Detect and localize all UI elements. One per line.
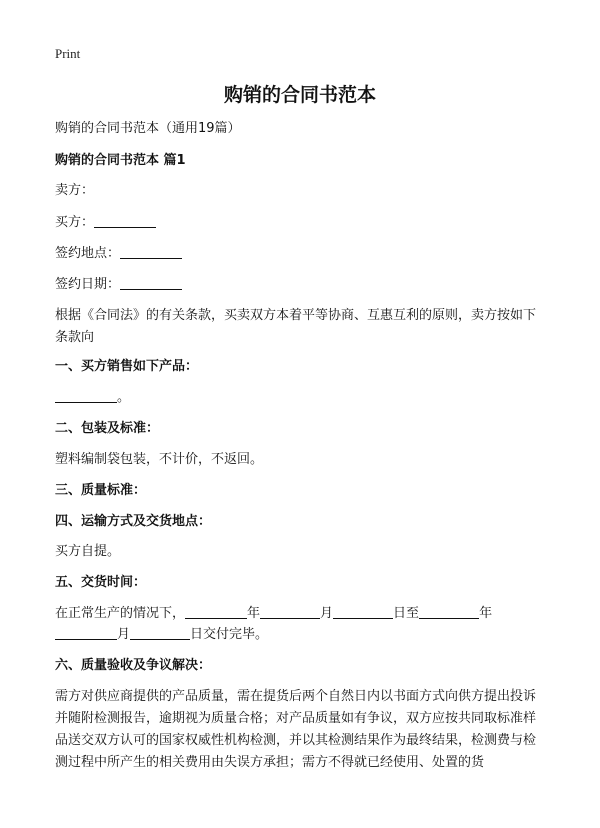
start-year-label: 年 [247, 606, 261, 621]
place-label: 签约地点： [55, 246, 121, 261]
section-2-heading: 二、包装及标准： [55, 421, 160, 436]
end-year-label: 年 [479, 606, 493, 621]
subtitle: 购销的合同书范本（通用19篇） [55, 121, 241, 136]
buyer-label: 买方： [55, 215, 95, 230]
section-6-text: 需方对供应商提供的产品质量，需在提货后两个自然日内以书面方式向供方提出投诉并随附检测报告，逾期视为质量合格；对产品质量如有争议，双方应按共同取标准样品送交双方认可的国家权威性机构检测，并以其检测结果作为最终结果，检测费与检测过程中所产生的相关费用由失误方承担；需方不得就已经使用、处置的货 [55, 689, 537, 770]
section-4-text: 买方自提。 [55, 544, 121, 559]
section-1-heading: 一、买方销售如下产品： [55, 359, 199, 374]
delivery-prefix: 在正常生产的情况下， [55, 606, 186, 621]
seller-label: 卖方： [55, 183, 95, 198]
print-link[interactable]: Print [55, 46, 81, 61]
section-5-heading: 五、交货时间： [55, 575, 147, 590]
end-label: 日交付完毕。 [190, 627, 269, 642]
delivery-time-line-2 [55, 624, 268, 646]
start-month-label: 月 [320, 606, 334, 621]
start-month-blank [260, 604, 320, 619]
section-3-heading: 三、质量标准： [55, 483, 147, 498]
buyer-blank [94, 213, 156, 228]
place-field [55, 243, 182, 265]
start-day-blank [333, 604, 393, 619]
delivery-time-line-1 [55, 603, 492, 625]
seller-field [55, 180, 94, 202]
section-heading: 购销的合同书范本 篇1 [55, 153, 186, 168]
date-label: 签约日期： [55, 277, 121, 292]
date-field [55, 274, 182, 296]
product-blank-line [55, 387, 130, 409]
end-year-blank [419, 604, 479, 619]
intro-paragraph: 根据《合同法》的有关条款，买卖双方本着平等协商、互惠互利的原则，卖方按如下条款向 [55, 308, 537, 345]
section-4-heading: 四、运输方式及交货地点： [55, 514, 212, 529]
buyer-field [55, 212, 156, 234]
end-month-label: 月 [117, 627, 131, 642]
end-month-blank [55, 625, 117, 640]
start-year-blank [185, 604, 247, 619]
product-blank-period: 。 [117, 390, 131, 405]
end-day-blank [130, 625, 190, 640]
place-blank [120, 244, 182, 259]
date-blank [120, 275, 182, 290]
section-2-text: 塑料编制袋包装，不计价，不返回。 [55, 452, 264, 467]
start-day-to-label: 日至 [393, 606, 420, 621]
product-blank [55, 388, 117, 403]
page-title: 购销的合同书范本 [223, 84, 376, 106]
section-6-heading: 六、质量验收及争议解决： [55, 658, 212, 673]
